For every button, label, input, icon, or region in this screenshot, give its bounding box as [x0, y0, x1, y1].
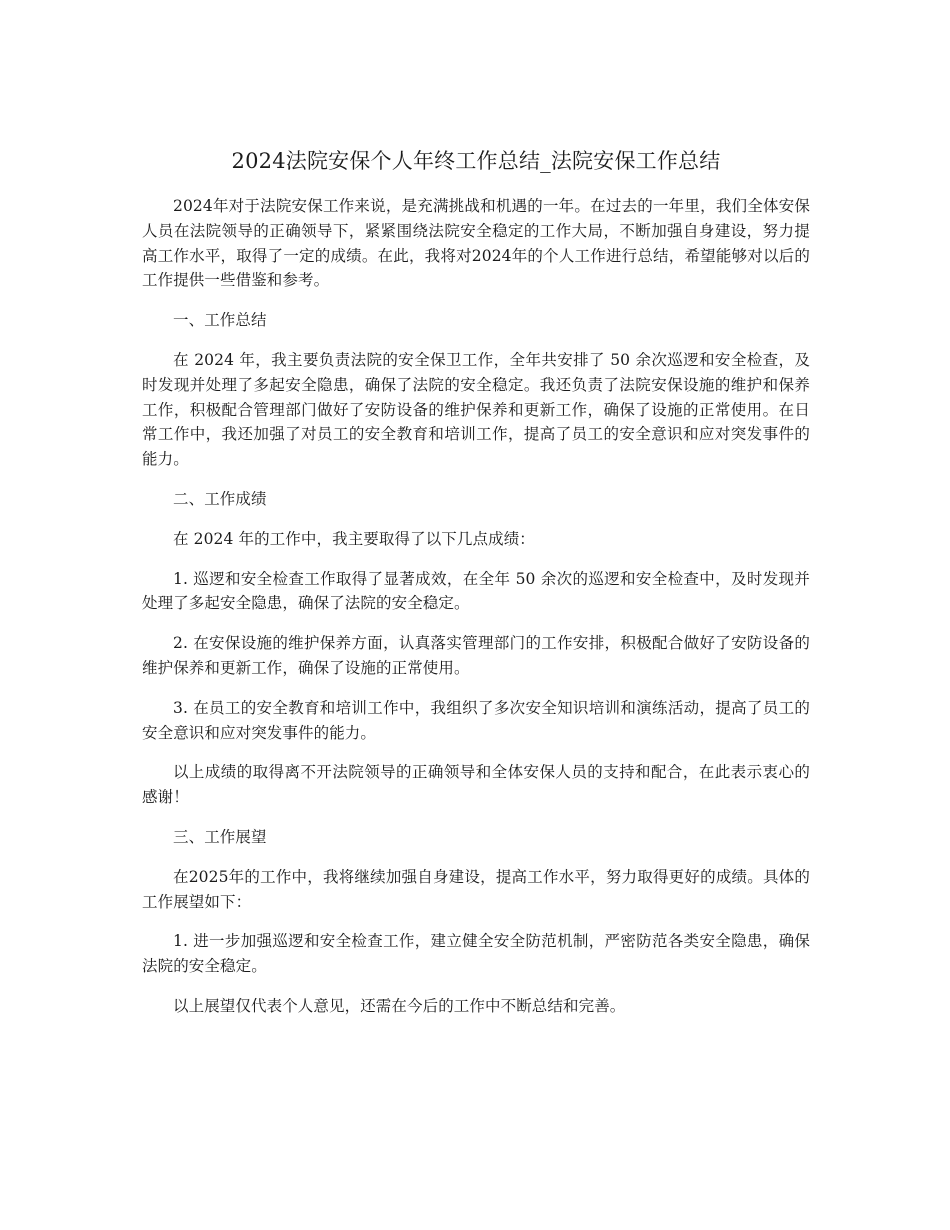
summary-paragraph: 在 2024 年，我主要负责法院的安全保卫工作，全年共安排了 50 余次巡逻和安全检查，及时发现并处理了多起安全隐患，确保了法院的安全稳定。我还负责了法院安保设施的维护和保养工作，积极配合管理部门做好了安防设备的维护保养和更新工作，确保了设施的正常使用。在日常工作中，我还加强了对员工的安全教育和培训工作，提高了员工的安全意识和应对突发事件的能力。	[142, 350, 810, 469]
document-page	[142, 146, 810, 1034]
thanks-paragraph: 以上成绩的取得离不开法院领导的正确领导和全体安保人员的支持和配合，在此表示衷心的感谢！	[142, 763, 810, 807]
section-heading-summary: 一、工作总结	[173, 311, 267, 330]
section-heading-outlook: 三、工作展望	[173, 827, 267, 846]
achievement-item-1: 1. 巡逻和安全检查工作取得了显著成效，在全年 50 余次的巡逻和安全检查中，及时发现并处理了多起安全隐患，确保了法院的安全稳定。	[142, 569, 810, 613]
document-title: 2024法院安保个人年终工作总结_法院安保工作总结	[231, 149, 721, 173]
intro-paragraph: 2024年对于法院安保工作来说，是充满挑战和机遇的一年。在过去的一年里，我们全体安保人员在法院领导的正确领导下，紧紧围绕法院安全稳定的工作大局，不断加强自身建设，努力提高工作水平，取得了一定的成绩。在此，我将对2024年的个人工作进行总结，希望能够对以后的工作提供一些借鉴和参考。	[142, 197, 810, 290]
achievement-item-3: 3. 在员工的安全教育和培训工作中，我组织了多次安全知识培训和演练活动，提高了员工的安全意识和应对突发事件的能力。	[142, 698, 810, 742]
achievement-item-2: 2. 在安保设施的维护保养方面，认真落实管理部门的工作安排，积极配合做好了安防设备的维护保养和更新工作，确保了设施的正常使用。	[142, 634, 810, 677]
outlook-intro: 在2025年的工作中，我将继续加强自身建设，提高工作水平，努力取得更好的成绩。具体的工作展望如下：	[142, 867, 810, 911]
section-heading-achievements: 二、工作成绩	[173, 489, 267, 508]
achievements-intro: 在 2024 年的工作中，我主要取得了以下几点成绩：	[173, 529, 535, 548]
outlook-item-1: 1. 进一步加强巡逻和安全检查工作，建立健全安全防范机制，严密防范各类安全隐患，确保法院的安全稳定。	[142, 932, 810, 976]
closing-paragraph: 以上展望仅代表个人意见，还需在今后的工作中不断总结和完善。	[173, 996, 626, 1015]
